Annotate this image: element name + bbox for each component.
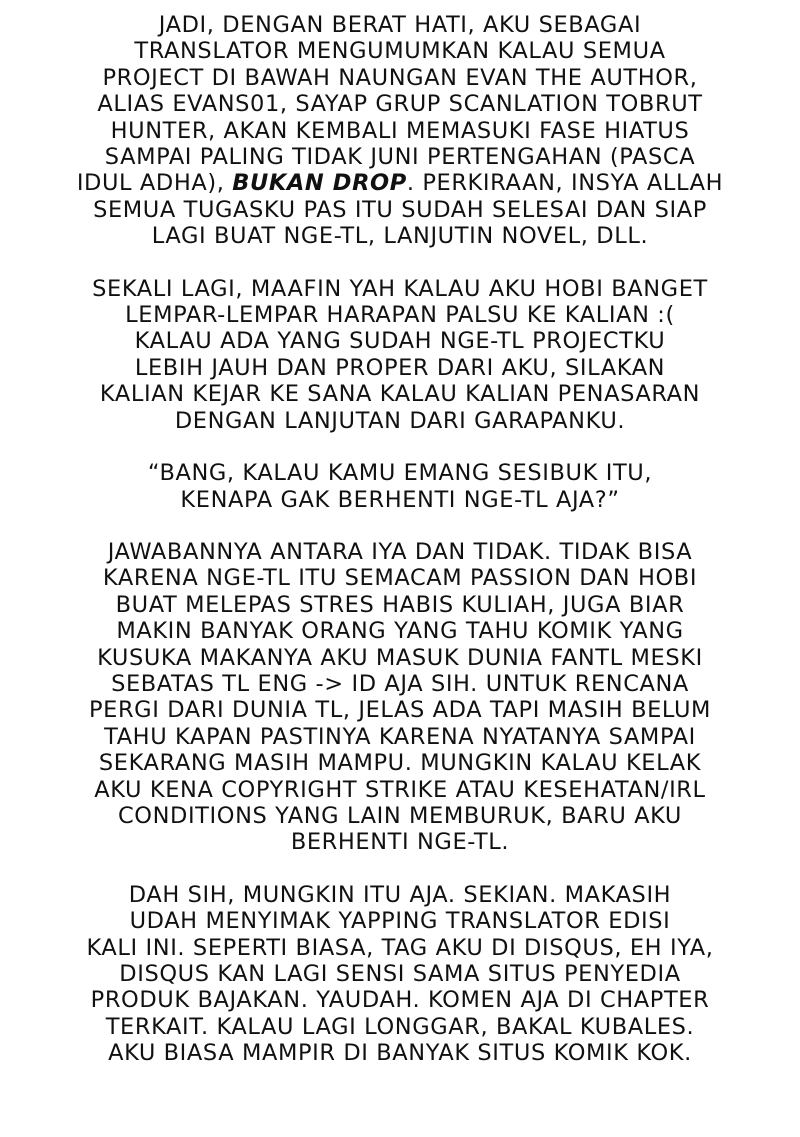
- text-line: PRODUK BAJAKAN. YAUDAH. KOMEN AJA DI CHAPTER: [90, 987, 710, 1014]
- text-line: MAKIN BANYAK ORANG YANG TAHU KOMIK YANG: [116, 618, 684, 645]
- text-line: DISQUS KAN LAGI SENSI SAMA SITUS PENYEDIA: [119, 961, 681, 987]
- text-line-with-emphasis: [30, 170, 770, 196]
- text-line: PERGI DARI DUNIA TL, JELAS ADA TAPI MASIH BELUM: [88, 697, 712, 724]
- emphasis-bukan-drop: BUKAN DROP: [232, 170, 407, 197]
- text-line: TERKAIT. KALAU LAGI LONGGAR, BAKAL KUBALES.: [105, 1013, 695, 1040]
- text-line: DAH SIH, MUNGKIN ITU AJA. SEKIAN. MAKASIH: [128, 881, 672, 908]
- text-line: JAWABANNYA ANTARA IYA DAN TIDAK. TIDAK BISA: [107, 538, 693, 565]
- text-line: KUSUKA MAKANYA AKU MASUK DUNIA FANTL MESKI: [97, 644, 703, 671]
- text-line: SEKALI LAGI, MAAFIN YAH KALAU AKU HOBI BANGET: [92, 275, 708, 302]
- text-line: LAGI BUAT NGE-TL, LANJUTIN NOVEL, DLL.: [151, 223, 649, 250]
- text-line: AKU KENA COPYRIGHT STRIKE ATAU KESEHATAN/IRL: [94, 776, 706, 803]
- text-line: LEMPAR-LEMPAR HARAPAN PALSU KE KALIAN :(: [125, 302, 675, 329]
- text-line: BERHENTI NGE-TL.: [290, 829, 510, 856]
- text-line: ALIAS EVANS01, SAYAP GRUP SCANLATION TOBRUT: [97, 91, 703, 118]
- text-line: PROJECT DI BAWAH NAUNGAN EVAN THE AUTHOR,: [102, 64, 698, 91]
- text-line: SEMUA TUGASKU PAS ITU SUDAH SELESAI DAN SIAP: [93, 196, 707, 223]
- text-line: CONDITIONS YANG LAIN MEMBURUK, BARU AKU: [117, 802, 683, 829]
- text-line: SEBATAS TL ENG -> ID AJA SIH. UNTUK RENCANA: [111, 670, 689, 697]
- text-line: KALIAN KEJAR KE SANA KALAU KALIAN PENASARAN: [99, 381, 701, 408]
- text-line: KENAPA GAK BERHENTI NGE-TL AJA?”: [180, 486, 620, 513]
- paragraph-quote: [30, 460, 770, 513]
- text-line: BUAT MELEPAS STRES HABIS KULIAH, JUGA BIAR: [115, 591, 685, 618]
- text-line: TAHU KAPAN PASTINYA KARENA NYATANYA SAMPAI: [104, 723, 696, 750]
- text-fragment: IDUL ADHA),: [76, 170, 225, 197]
- text-line: LEBIH JAUH DAN PROPER DARI AKU, SILAKAN: [134, 354, 666, 381]
- text-line: TRANSLATOR MENGUMUMKAN KALAU SEMUA: [134, 38, 666, 65]
- text-line: KARENA NGE-TL ITU SEMACAM PASSION DAN HOBI: [102, 565, 698, 592]
- text-line: HUNTER, AKAN KEMBALI MEMASUKI FASE HIATUS: [110, 117, 690, 144]
- text-line: “BANG, KALAU KAMU EMANG SESIBUK ITU,: [147, 460, 653, 487]
- text-line: SAMPAI PALING TIDAK JUNI PERTENGAHAN (PASCA: [104, 144, 696, 171]
- text-line: KALAU ADA YANG SUDAH NGE-TL PROJECTKU: [134, 328, 666, 355]
- text-line: JADI, DENGAN BERAT HATI, AKU SEBAGAI: [158, 12, 642, 38]
- paragraph-closing: [30, 882, 770, 1067]
- text-line: DENGAN LANJUTAN DARI GARAPANKU.: [174, 407, 626, 434]
- paragraph-hiatus-announcement: [30, 12, 770, 250]
- text-line: SEKARANG MASIH MAMPU. MUNGKIN KALAU KELAK: [98, 750, 702, 777]
- text-fragment: . PERKIRAAN, INSYA ALLAH: [406, 170, 724, 197]
- text-line: KALI INI. SEPERTI BIASA, TAG AKU DI DISQUS, EH IYA,: [86, 934, 714, 961]
- paragraph-apology: [30, 276, 770, 434]
- text-line: UDAH MENYIMAK YAPPING TRANSLATOR EDISI: [129, 908, 671, 935]
- paragraph-answer: [30, 539, 770, 856]
- text-line: AKU BIASA MAMPIR DI BANYAK SITUS KOMIK KOK.: [108, 1040, 692, 1067]
